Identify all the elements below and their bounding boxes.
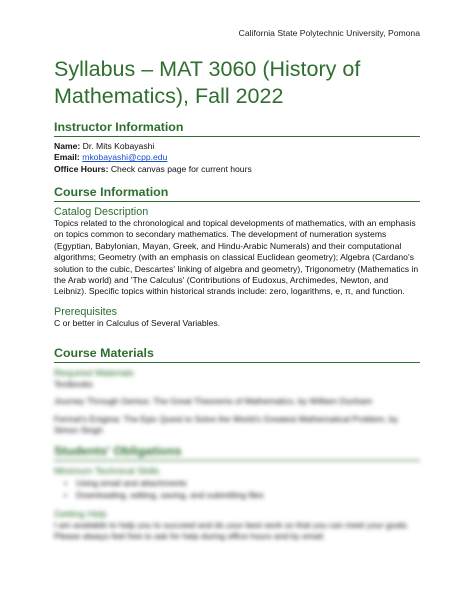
page-title: Syllabus – MAT 3060 (History of Mathematics), Fall 2022 — [54, 57, 361, 108]
course-info-section — [54, 185, 420, 329]
name-value: Dr. Mits Kobayashi — [82, 141, 155, 151]
instructor-heading: Instructor Information — [54, 120, 420, 137]
prereq-heading: Prerequisites — [54, 305, 118, 318]
prereq-text: C or better in Calculus of Several Variables. — [54, 317, 221, 328]
catalog-heading: Catalog Description — [54, 206, 149, 218]
required-materials-heading: Required Materials — [54, 368, 134, 379]
textbook-item: Journey Through Genius: The Great Theorems of Mathematics, by William Dunham — [54, 396, 373, 407]
textbook-item: Fermat's Enigma: The Epic Quest to Solve the World's Greatest Mathematical Problem, by Simon Singh — [54, 413, 398, 436]
materials-heading: Course Materials — [54, 346, 420, 363]
materials-section — [54, 346, 420, 437]
course-info-heading: Course Information — [54, 185, 420, 202]
textbooks-label: Textbooks — [54, 379, 93, 389]
hours-value: Check canvas page for current hours — [110, 163, 252, 174]
obligations-section — [54, 444, 420, 543]
materials-blurred-content — [54, 368, 420, 437]
instructor-section — [54, 120, 420, 175]
institution-header: California State Polytechnic University, Pomona — [238, 28, 420, 38]
email-link[interactable]: mkobayashi@cpp.edu — [82, 152, 168, 163]
email-label: Email: — [54, 152, 80, 163]
instructor-email-row — [54, 152, 420, 163]
catalog-description: Topics related to the chronological and topical developments of mathematics, with an emphasis on topics common to secondary mathematics. The development of numeration systems (Egyptian, Babylonian, Mayan, Greek, and Hindu-Arabic Numerals) and their computational algorithms; Geometry (with an emphasis on classical Euclidean geometry); Algebra (Cardano's solution to the cubic, Descartes' linking of algebra and geometry), Trigonometry (Mathematics in the Arab world) and 'The Calculus' (Contributions of Eudoxus, Archimedes, Newton, and Leibniz). Specific topics within historical strands include: zero, logarithms, e, π, and function. — [54, 218, 419, 297]
skills-heading: Minimum Technical Skills — [54, 466, 160, 477]
skill-item: • Downloading, editing, saving, and submitting files — [54, 489, 420, 501]
instructor-name-row — [54, 141, 420, 152]
instructor-hours-row — [54, 164, 420, 175]
help-text: I am available to help you to succeed and do your best work so that you can meet your goals. Please always feel free to ask for help during office hours and by email. — [54, 520, 409, 542]
skill-item: • Using email and attachments — [54, 477, 420, 489]
name-label: Name: — [54, 141, 81, 151]
help-heading: Getting Help — [54, 509, 107, 520]
hours-label: Office Hours: — [54, 163, 109, 174]
obligations-heading: Students' Obligations — [54, 444, 420, 461]
